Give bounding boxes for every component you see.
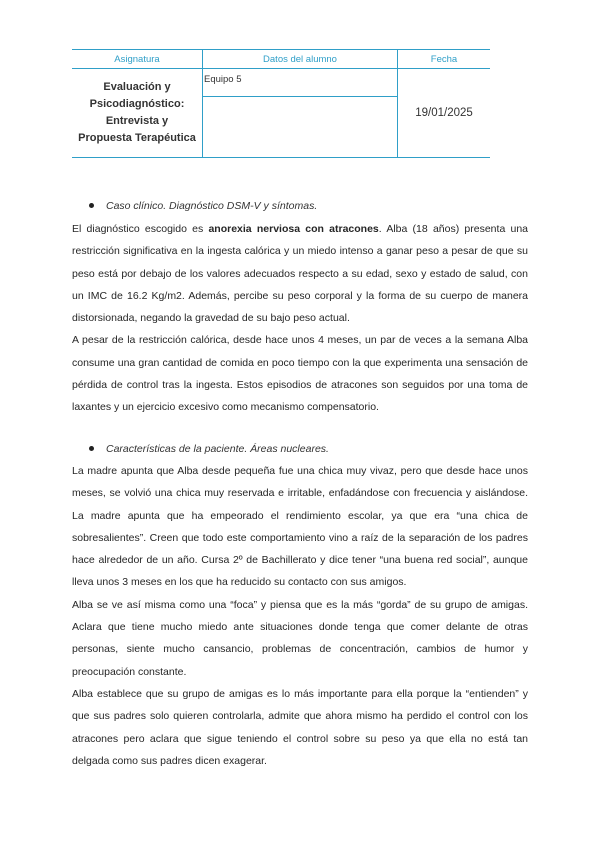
paragraph: La madre apunta que Alba desde pequeña fue una chica muy vivaz, pero que desde hace unos meses, se volvió una chica muy reservada e irritable, enfadándose con frecuencia y aislándose. La madre apunta que ha empeorado el rendimiento escolar, ya que era “una chica de sobresalientes”. Creen que todo este comportamiento vino a raíz de la separación de los padres hace alrededor de un año. Cursa 2º de Bachillerato y dice tener “una buena red social”, aunque lleva unos 3 meses en los que ha reducido su contacto con sus amigos. [72,465,528,589]
student-empty-cell [203,97,397,157]
header-subject-label: Asignatura [72,50,203,69]
section-clinical-case [72,196,528,419]
paragraph-text: . Alba (18 años) presenta una restricción significativa en la ingesta calórica y un miedo intenso a ganar peso a pesar de que su peso está por debajo de los valores adecuados respecto a su edad, sexo y estado de salud, con un IMC de 16.2 Kg/m2. Además, percibe su peso corporal y la forma de su cuerpo de manera distorsionada, negando la gravedad de su bajo peso actual. [72,223,529,325]
section-heading [72,196,528,216]
bullet-icon [89,203,94,208]
header-student-label: Datos del alumno [203,50,398,69]
paragraph-text: El diagnóstico escogido es [72,223,209,235]
bullet-icon [89,446,94,451]
student-cell [203,69,398,158]
header-date-label: Fecha [398,50,491,69]
date-cell [398,69,491,158]
section-patient-characteristics [72,439,528,772]
paragraph: Alba establece que su grupo de amigas es lo más importante para ella porque la “entienden” y que sus padres solo quieren controlarla, admite que ahora mismo ha perdido el control con los atracones pero aclara que sigue teniendo el control sobre su peso ya que ella no está tan delgada como sus padres dicen exagerar. [72,687,528,767]
team-name: Equipo 5 [203,69,397,97]
paragraph: Alba se ve así misma como una “foca” y piensa que es la más “gorda” de su grupo de amigas. Aclara que tiene mucho miedo ante situaciones donde tenga que comer delante de otras personas, siente mucho cansancio, problemas de concentración, cambios de humor y preocupación constante. [72,598,528,678]
date-value: 19/01/2025 [415,107,473,119]
section-heading-text: Características de la paciente. Áreas nucleares. [106,443,329,455]
section-heading-text: Caso clínico. Diagnóstico DSM-V y síntomas. [106,200,318,212]
subject-name: Evaluación y Psicodiagnóstico: Entrevista y Propuesta Terapéutica [78,81,196,144]
header-table [72,49,490,158]
section-heading [72,439,528,459]
diagnosis-bold: anorexia nerviosa con atracones [208,223,379,235]
paragraph [72,218,528,329]
subject-cell [72,69,203,158]
paragraph: A pesar de la restricción calórica, desde hace unos 4 meses, un par de veces a la semana Alba consume una gran cantidad de comida en poco tiempo con la que experimenta una sensación de pérdida de control tras la ingesta. Estos episodios de atracones son seguidos por una toma de laxantes y un ejercicio excesivo como mecanismo compensatorio. [72,334,528,414]
